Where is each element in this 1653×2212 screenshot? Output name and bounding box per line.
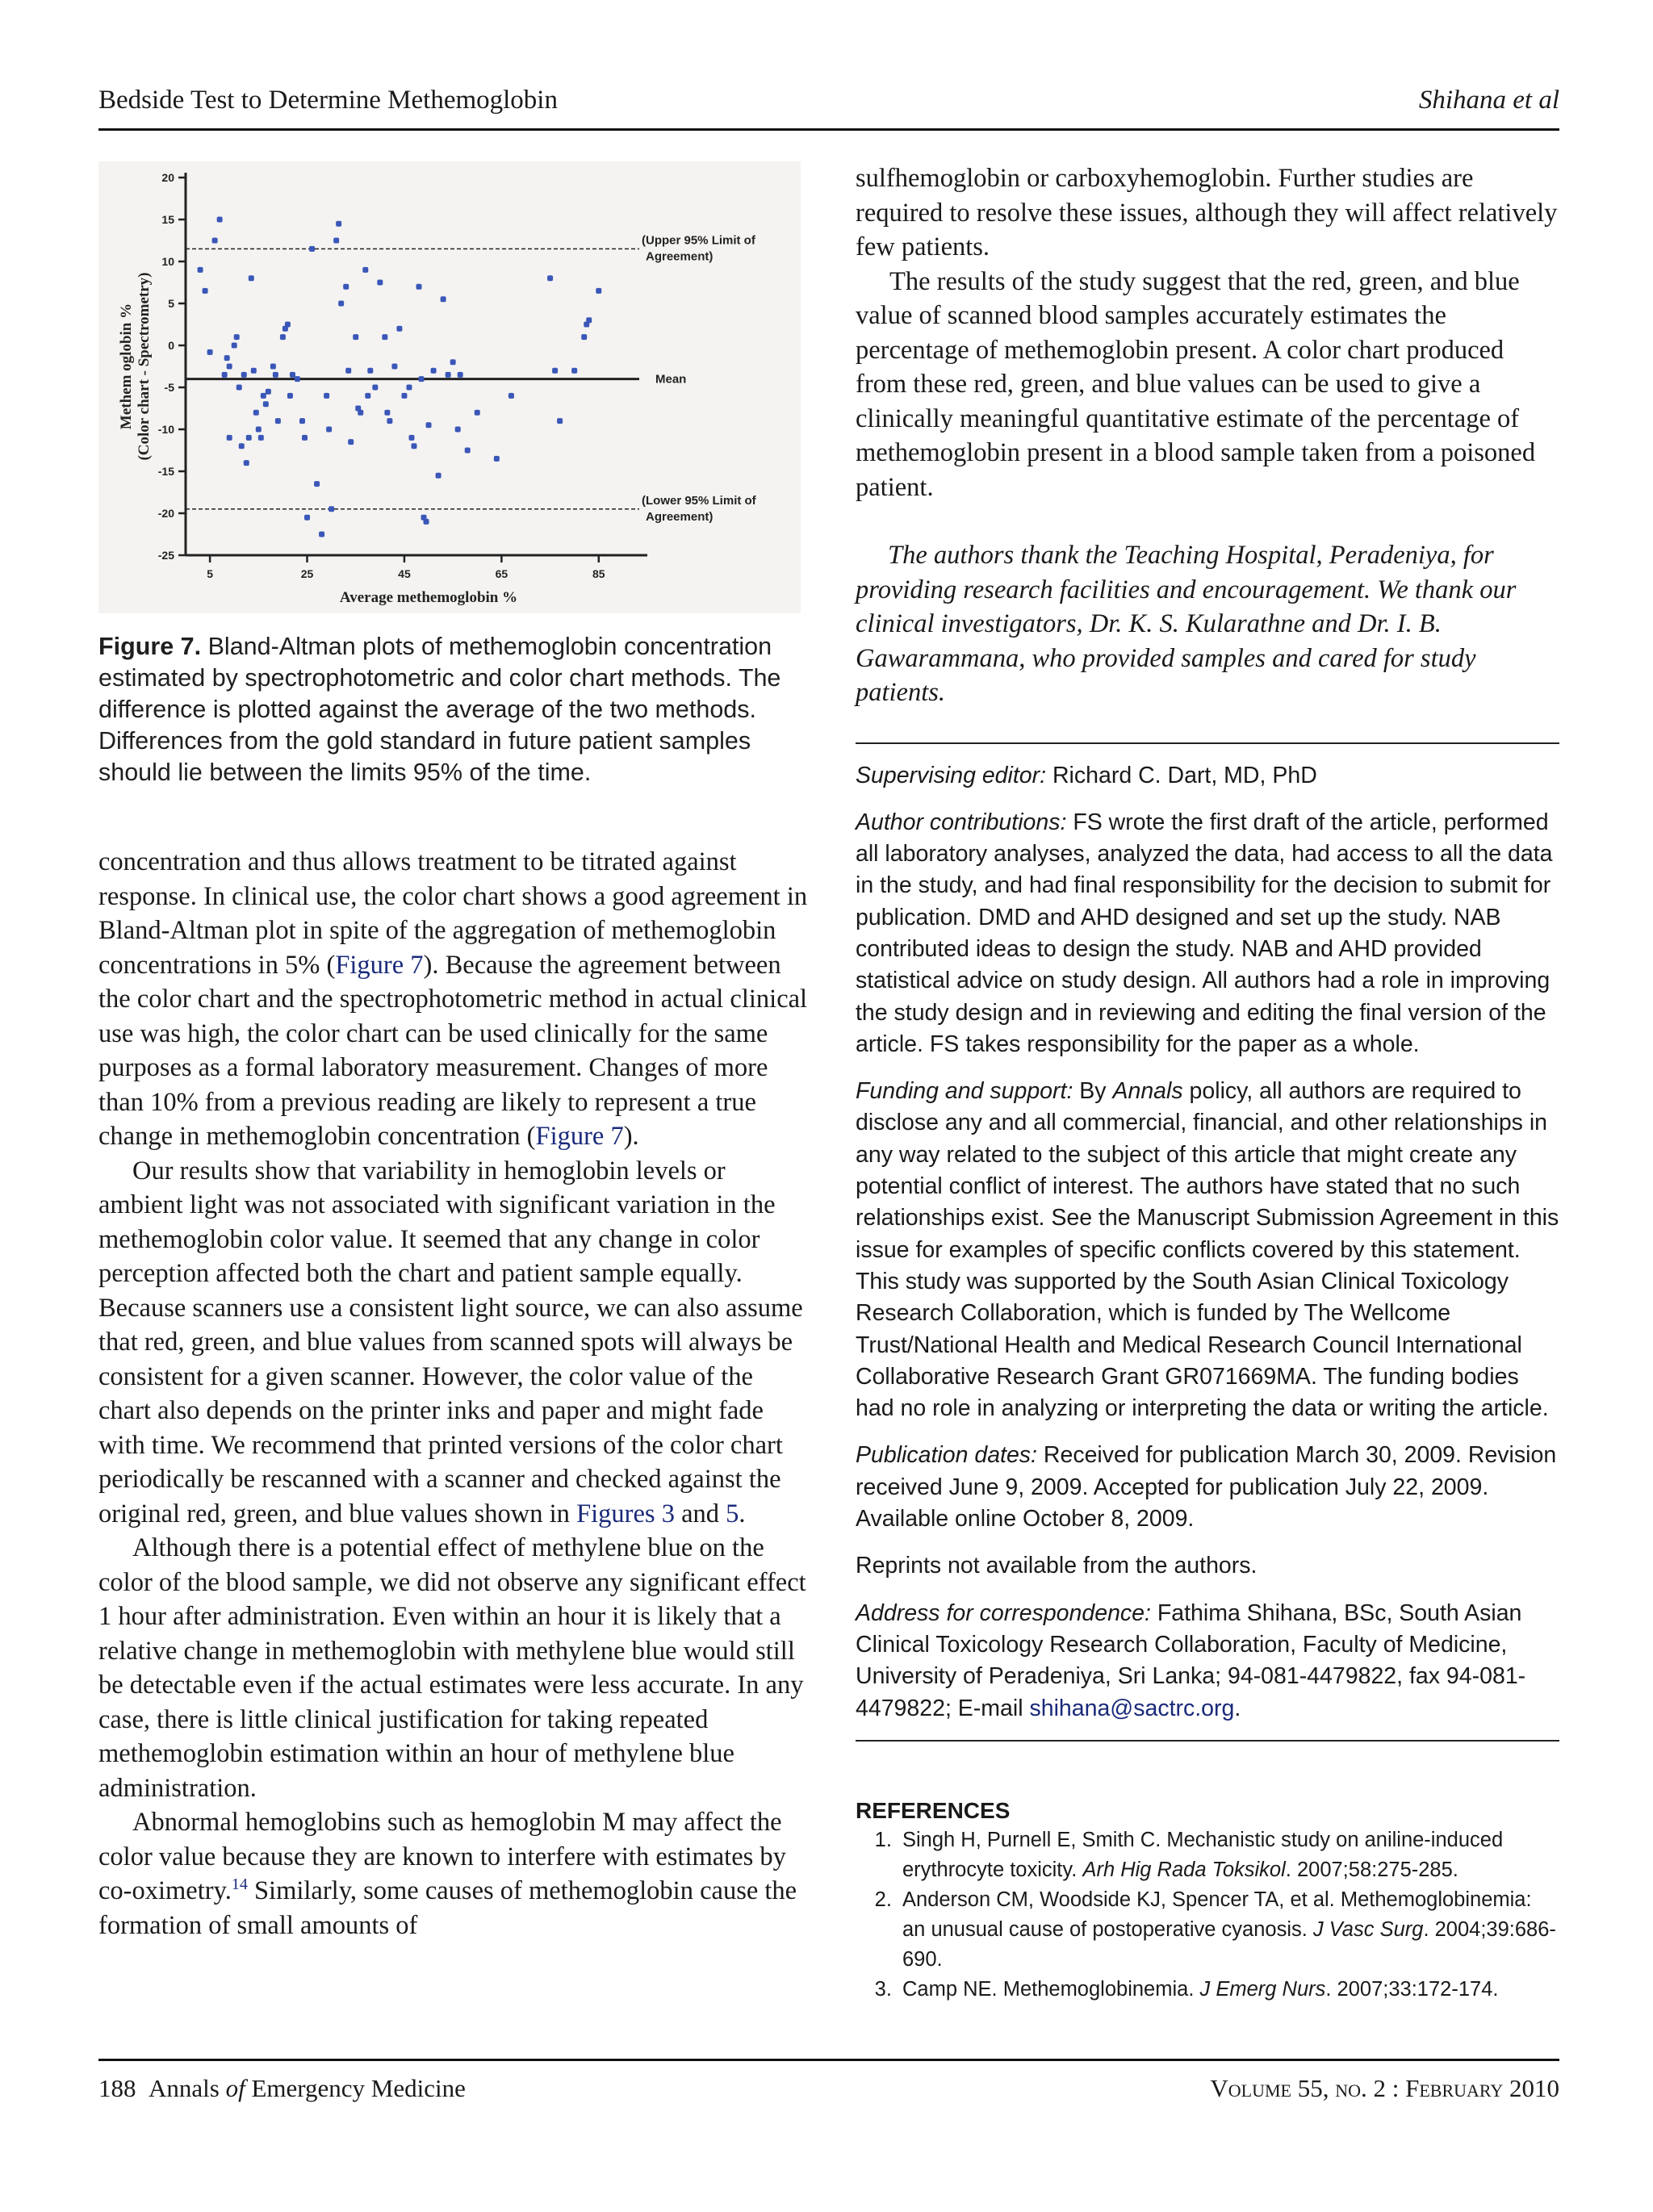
running-head bbox=[98, 82, 1559, 131]
figure-5-link[interactable]: 5 bbox=[726, 1499, 739, 1528]
data-point bbox=[290, 372, 295, 378]
data-point bbox=[333, 238, 339, 244]
data-point bbox=[416, 284, 422, 290]
data-point bbox=[326, 427, 332, 433]
data-point bbox=[343, 284, 349, 290]
data-point bbox=[581, 334, 587, 340]
data-point bbox=[198, 267, 203, 273]
y-axis-label: (Color chart - Spectrometry) bbox=[136, 272, 153, 461]
reference-list bbox=[856, 1825, 1559, 2005]
section-rule bbox=[856, 1740, 1559, 1742]
header-rule bbox=[98, 128, 1559, 131]
data-point bbox=[362, 267, 368, 273]
paragraph: Our results show that variability in hemoglobin levels or ambient light was not associated with significant variation in the methemoglobin color value. It seemed that any change in color perception affected both the chart and patient sample equally. Because scanners use a consistent light source, we can also assume that red, green, and blue values from scanned spots will always be consistent for a given scanner. However, the color value of the chart also depends on the printer inks and paper and might fade with time. We recommend that printed versions of the color chart periodically be rescanned with a scanner and checked against the original red, green, and blue values shown in Figures 3 and 5. bbox=[98, 1156, 803, 1528]
data-point bbox=[256, 427, 262, 433]
references bbox=[856, 1798, 1559, 2005]
footer-volume: Volume 55, no. 2 : February 2010 bbox=[1210, 2074, 1559, 2102]
data-point bbox=[324, 393, 329, 399]
paragraph: Abnormal hemoglobins such as hemoglobin M may affect the color value because they are known to interfere with estimates by co-oximetry.$^{14}$ Similarly, some causes of methemoglobin cause the formation of small amounts of bbox=[98, 1808, 797, 1940]
data-point bbox=[508, 393, 514, 399]
data-point bbox=[234, 334, 240, 340]
data-point bbox=[436, 473, 441, 479]
correspondence-address: Address for correspondence: Fathima Shihana, BSc, South Asian Clinical Toxicology Research Collaboration, Faculty of Medicine, University of Peradeniya, Sri Lanka; 94-081-4479822, fax 94-081-4479822; E-mail shihana@sactrc.org. bbox=[856, 1599, 1526, 1721]
figure-7 bbox=[98, 161, 801, 613]
reference-item: 3. Camp NE. Methemoglobinemia. J Emerg Nurs. 2007;33:172-174. bbox=[898, 1975, 1559, 2005]
reference-item: 1. Singh H, Purnell E, Smith C. Mechanistic study on aniline-induced erythrocyte toxicity. Arh Hig Rada Toksikol. 2007;58:275-285. bbox=[898, 1825, 1559, 1885]
x-tick-label: 65 bbox=[495, 567, 508, 580]
figure-caption bbox=[98, 631, 809, 788]
data-point bbox=[408, 435, 414, 441]
data-point bbox=[241, 372, 247, 378]
data-point bbox=[236, 385, 242, 391]
data-point bbox=[571, 368, 577, 374]
data-point bbox=[227, 435, 232, 441]
data-point bbox=[382, 334, 387, 340]
data-point bbox=[338, 301, 344, 307]
reference-line-label: Mean bbox=[655, 372, 687, 387]
reference-14-link[interactable]: 14 bbox=[231, 1875, 248, 1894]
paragraph: sulfhemoglobin or carboxyhemoglobin. Further studies are required to resolve these issues, although they will affect relatively few patients. bbox=[856, 164, 1558, 261]
data-point bbox=[239, 443, 245, 449]
data-point bbox=[377, 280, 383, 286]
y-axis-label: Methem oglobin % bbox=[118, 303, 135, 430]
references-heading: REFERENCES bbox=[856, 1797, 1011, 1823]
y-tick-label: -15 bbox=[157, 465, 174, 478]
data-point bbox=[419, 376, 425, 382]
y-tick-label: 0 bbox=[168, 339, 174, 352]
data-point bbox=[232, 343, 237, 349]
reference-line-label: (Lower 95% Limit of bbox=[642, 493, 756, 508]
data-point bbox=[387, 418, 392, 424]
data-point bbox=[314, 481, 320, 487]
article-info bbox=[856, 760, 1559, 1725]
data-point bbox=[295, 376, 300, 382]
data-point bbox=[302, 435, 308, 441]
left-body bbox=[98, 845, 809, 1942]
data-point bbox=[411, 443, 416, 449]
data-point bbox=[458, 372, 463, 378]
data-point bbox=[547, 275, 553, 281]
data-point bbox=[336, 221, 341, 227]
data-point bbox=[251, 368, 257, 374]
data-point bbox=[280, 334, 286, 340]
data-point bbox=[596, 288, 601, 294]
data-point bbox=[406, 385, 412, 391]
data-point bbox=[552, 368, 558, 374]
x-tick-label: 45 bbox=[398, 567, 411, 580]
section-rule bbox=[856, 742, 1559, 744]
chart-labels bbox=[118, 233, 757, 606]
x-axis-label: Average methemoglobin % bbox=[339, 589, 518, 606]
data-point bbox=[353, 334, 358, 340]
acknowledgments: The authors thank the Teaching Hospital, Peradeniya, for providing research facilities and encouragement. We thank our clinical investigators, Dr. K. S. Kularathne and Dr. I. B. Gawarammana, who provided samples and cared for study patients. bbox=[856, 541, 1517, 707]
data-point bbox=[455, 427, 461, 433]
data-point bbox=[372, 385, 378, 391]
running-head-title: Bedside Test to Determine Methemoglobin bbox=[98, 86, 558, 115]
data-point bbox=[450, 359, 456, 365]
data-point bbox=[401, 393, 407, 399]
y-tick-label: -5 bbox=[164, 381, 174, 394]
data-point bbox=[424, 519, 429, 525]
bland-altman-chart bbox=[98, 161, 801, 613]
data-point bbox=[396, 326, 402, 332]
data-point bbox=[244, 460, 249, 466]
reference-item: 2. Anderson CM, Woodside KJ, Spencer TA, et al. Methemoglobinemia: an unusual cause of postoperative cyanosis. J Vasc Surg. 2004;39:686-690. bbox=[898, 1885, 1559, 1975]
data-point bbox=[273, 372, 278, 378]
data-point bbox=[246, 435, 252, 441]
author-contributions: Author contributions: FS wrote the first draft of the article, performed all laboratory analyses, analyzed the data, had access to all the data in the study, and had final responsibility for the decision to submit for publication. DMD and AHD designed and set up the study. NAB contributed ideas to design the study. NAB and AHD provided statistical advice on study design. All authors had a role in improving the study design and in reviewing and editing the final version of the article. FS takes responsibility for the paper as a whole. bbox=[856, 809, 1553, 1057]
data-point bbox=[249, 275, 254, 281]
data-point bbox=[253, 410, 259, 416]
data-point bbox=[446, 372, 451, 378]
data-point bbox=[319, 532, 324, 537]
y-tick-label: 10 bbox=[161, 255, 174, 268]
data-point bbox=[212, 238, 218, 244]
data-point bbox=[358, 410, 363, 416]
data-point bbox=[299, 418, 305, 424]
paragraph: concentration and thus allows treatment to be titrated against response. In clinical use, the color chart shows a good agreement in Bland-Altman plot in spite of the aggregation of methemoglobin concentrations in 5% (Figure 7). Because the agreement between the color chart and the spectrophotometric method in actual clinical use was high, the color chart can be used clinically for the same purposes as a formal laboratory measurement. Changes of more than 10% from a previous reading are likely to represent a true change in methemoglobin concentration (Figure 7). bbox=[98, 847, 808, 1151]
data-point bbox=[275, 418, 281, 424]
y-tick-label: -20 bbox=[157, 507, 174, 520]
publication-dates: Publication dates: Received for publication March 30, 2009. Revision received June 9, 2009. Accepted for publication July 22, 2009. Available online October 8, 2009. bbox=[856, 1442, 1557, 1533]
data-point bbox=[465, 448, 471, 454]
caption-text: Bland-Altman plots of methemoglobin concentration estimated by spectrophotometric and color chart methods. The difference is plotted against the average of the two methods. Differences from the gold standard in future patient samples should lie between the limits 95% of the time. bbox=[98, 633, 781, 786]
figure-7-link[interactable]: Figure 7 bbox=[535, 1122, 624, 1151]
paragraph: The results of the study suggest that the red, green, and blue value of scanned blood samples accurately estimates the percentage of methemoglobin present. A color chart produced from these red, green, and blue values can be used to give a clinically meaningful quantitative estimate of the percentage of methemoglobin present in a blood sample taken from a poisoned patient. bbox=[856, 266, 1536, 502]
data-point bbox=[367, 368, 373, 374]
reference-line-label: (Upper 95% Limit of bbox=[642, 233, 755, 248]
reprints: Reprints not available from the authors. bbox=[856, 1553, 1258, 1579]
data-point bbox=[285, 322, 291, 328]
figure-3-link[interactable]: Figures 3 bbox=[576, 1499, 675, 1528]
y-tick-label: 15 bbox=[161, 213, 174, 226]
x-tick-label: 25 bbox=[300, 567, 314, 580]
supervising-editor: Supervising editor: Richard C. Dart, MD, PhD bbox=[856, 762, 1317, 788]
data-point bbox=[261, 393, 266, 399]
data-point bbox=[426, 422, 432, 428]
data-point bbox=[586, 317, 592, 323]
footer-rule bbox=[98, 2059, 1559, 2061]
data-point bbox=[270, 364, 276, 370]
data-point bbox=[203, 288, 208, 294]
data-point bbox=[263, 401, 269, 407]
y-tick-label: -25 bbox=[157, 549, 174, 562]
data-point bbox=[329, 506, 334, 512]
email-link[interactable]: shihana@sactrc.org bbox=[1029, 1695, 1235, 1721]
footer-journal: 188 Annals of Emergency Medicine bbox=[98, 2074, 466, 2102]
x-tick-label: 85 bbox=[592, 567, 605, 580]
data-point bbox=[557, 418, 563, 424]
chart-axes bbox=[158, 171, 647, 580]
data-point bbox=[494, 456, 500, 462]
x-tick-label: 5 bbox=[207, 567, 214, 580]
data-point bbox=[309, 246, 315, 252]
data-point bbox=[217, 217, 223, 223]
caption-label: Figure 7. bbox=[98, 633, 202, 660]
data-point bbox=[224, 355, 230, 361]
right-body bbox=[856, 161, 1559, 504]
reference-line-label: Agreement) bbox=[646, 509, 714, 524]
data-point bbox=[287, 393, 293, 399]
y-tick-label: 5 bbox=[168, 297, 174, 310]
right-column bbox=[856, 161, 1559, 2005]
data-point bbox=[345, 368, 351, 374]
funding-support: Funding and support: By Annals policy, all authors are required to disclose any and all commercial, financial, and other relationships in any way related to the subject of this article that might create any potential conflict of interest. The authors have stated that no such relationships exist. See the Manuscript Submission Agreement in this issue for examples of specific conflicts covered by this statement. This study was supported by the South Asian Clinical Toxicology Research Collaboration, which is funded by The Wellcome Trust/National Health and Medical Research Council International Collaborative Research Grant GR071669MA. The funding bodies had no role in analyzing or interpreting the data or writing the article. bbox=[856, 1078, 1559, 1422]
data-point bbox=[258, 435, 264, 441]
data-point bbox=[348, 439, 354, 445]
data-point bbox=[304, 515, 310, 521]
data-point bbox=[207, 349, 213, 355]
data-point bbox=[391, 364, 397, 370]
data-point bbox=[222, 372, 228, 378]
y-tick-label: -10 bbox=[157, 423, 174, 436]
data-point bbox=[475, 410, 480, 416]
data-point bbox=[266, 389, 271, 395]
page-number: 188 bbox=[98, 2074, 136, 2102]
data-point bbox=[227, 364, 232, 370]
running-head-authors: Shihana et al bbox=[1418, 86, 1559, 115]
data-point bbox=[384, 410, 390, 416]
data-point bbox=[365, 393, 370, 399]
chart-points bbox=[198, 217, 602, 537]
reference-line-label: Agreement) bbox=[646, 249, 714, 264]
figure-7-link[interactable]: Figure 7 bbox=[335, 950, 424, 980]
data-point bbox=[441, 296, 446, 302]
data-point bbox=[431, 368, 437, 374]
paragraph: Although there is a potential effect of methylene blue on the color of the blood sample, we did not observe any significant effect 1 hour after administration. Even within an hour it is likely that a relative change in methemoglobin with methylene blue would still be detectable even if the actual estimates were less accurate. In any case, there is little clinical justification for taking repeated methemoglobin estimation within an hour of methylene blue administration. bbox=[98, 1533, 806, 1803]
left-column bbox=[98, 161, 809, 1942]
y-tick-label: 20 bbox=[161, 171, 174, 184]
